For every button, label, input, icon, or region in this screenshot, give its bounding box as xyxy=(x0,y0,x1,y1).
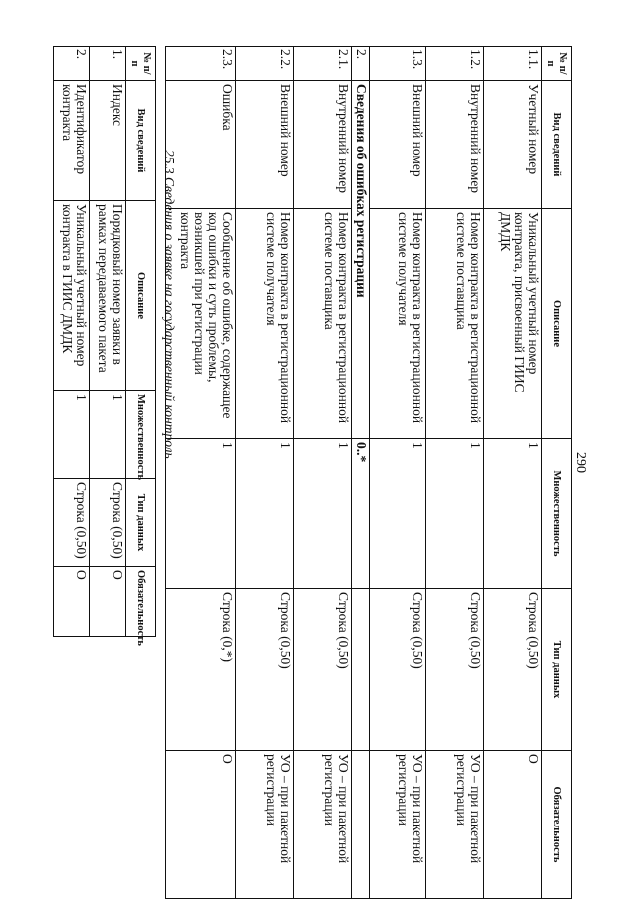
row-required: О xyxy=(90,567,126,637)
row-data-type: Строка (0,50) xyxy=(370,589,426,751)
row-multiplicity: 1 xyxy=(90,391,126,479)
column-header: Описание xyxy=(126,201,156,391)
row-kind: Внутренний номер xyxy=(426,81,484,209)
row-number: 2. xyxy=(352,47,370,81)
column-header: № п/п xyxy=(542,47,572,81)
row-required: УО – при пакетной регистрации xyxy=(294,751,352,899)
row-data-type: Строка (0,*) xyxy=(166,589,236,751)
state-control-request-table xyxy=(53,46,156,646)
column-header: Обязательность xyxy=(542,751,572,899)
section-title: Сведения об ошибках регистрации xyxy=(352,81,370,439)
row-kind: Индекс xyxy=(90,81,126,201)
row-required: О xyxy=(166,751,236,899)
row-number: 1.1. xyxy=(484,47,542,81)
table-row xyxy=(236,47,294,899)
page-number: 290 xyxy=(573,452,588,473)
section-row xyxy=(352,47,370,899)
row-description: Номер контракта в регистрационной системе поставщика xyxy=(294,209,352,439)
row-kind: Ошибка xyxy=(166,81,236,209)
row-required: О xyxy=(54,567,90,637)
row-data-type: Строка (0,50) xyxy=(90,479,126,567)
row-number: 1.2. xyxy=(426,47,484,81)
column-header: Описание xyxy=(542,209,572,439)
row-data-type: Строка (0,50) xyxy=(294,589,352,751)
row-kind: Учетный номер xyxy=(484,81,542,209)
row-description: Сообщение об ошибке, содержащее код ошибки и суть проблемы, возникшей при регистрации контракта xyxy=(166,209,236,439)
row-required: УО – при пакетной регистрации xyxy=(426,751,484,899)
row-data-type: Строка (0,50) xyxy=(426,589,484,751)
row-multiplicity: 1 xyxy=(484,439,542,589)
row-required: УО – при пакетной регистрации xyxy=(236,751,294,899)
row-required: УО – при пакетной регистрации xyxy=(370,751,426,899)
row-multiplicity: 0..* xyxy=(352,439,370,589)
column-header: Обязательность xyxy=(126,567,156,637)
row-required: О xyxy=(484,751,542,899)
column-header: Множественность xyxy=(542,439,572,589)
contract-registration-table xyxy=(165,46,572,899)
column-header: Тип данных xyxy=(126,479,156,567)
row-description: Порядковый номер заявки в рамках передаваемого пакета xyxy=(90,201,126,391)
row-kind: Внешний номер xyxy=(236,81,294,209)
table-row xyxy=(370,47,426,899)
row-number: 2.1. xyxy=(294,47,352,81)
table-header-row xyxy=(542,47,572,899)
row-data-type: Строка (0,50) xyxy=(484,589,542,751)
table-row xyxy=(484,47,542,899)
table-row xyxy=(294,47,352,899)
row-data-type: Строка (0,50) xyxy=(54,479,90,567)
row-description: Номер контракта в регистрационной системе поставщика xyxy=(426,209,484,439)
column-header: Множественность xyxy=(126,391,156,479)
row-number: 2.2. xyxy=(236,47,294,81)
row-number: 2. xyxy=(54,47,90,81)
row-description: Номер контракта в регистрационной системе получателя xyxy=(236,209,294,439)
row-required xyxy=(352,751,370,899)
section-caption: 25.3 Сведения о заявке на государственный контроль xyxy=(162,150,177,459)
row-number: 1. xyxy=(90,47,126,81)
row-description: Уникальный учетный номер контракта, присвоенный ГИИС ДМДК xyxy=(484,209,542,439)
table-header-row xyxy=(126,47,156,637)
row-kind: Внутренний номер xyxy=(294,81,352,209)
row-number: 1.3. xyxy=(370,47,426,81)
table-row xyxy=(426,47,484,899)
row-kind: Внешний номер xyxy=(370,81,426,209)
row-kind: Идентификатор контракта xyxy=(54,81,90,201)
row-multiplicity: 1 xyxy=(166,439,236,589)
table-row xyxy=(90,47,126,637)
column-header: Тип данных xyxy=(542,589,572,751)
row-data-type xyxy=(352,589,370,751)
row-description: Уникальный учетный номер контракта в ГИИС ДМДК xyxy=(54,201,90,391)
row-multiplicity: 1 xyxy=(370,439,426,589)
row-multiplicity: 1 xyxy=(236,439,294,589)
row-data-type: Строка (0,50) xyxy=(236,589,294,751)
column-header: № п/п xyxy=(126,47,156,81)
column-header: Вид сведений xyxy=(126,81,156,201)
row-description: Номер контракта в регистрационной системе получателя xyxy=(370,209,426,439)
table-row xyxy=(54,47,90,637)
row-number: 2.3. xyxy=(166,47,236,81)
row-multiplicity: 1 xyxy=(54,391,90,479)
row-multiplicity: 1 xyxy=(426,439,484,589)
column-header: Вид сведений xyxy=(542,81,572,209)
row-multiplicity: 1 xyxy=(294,439,352,589)
